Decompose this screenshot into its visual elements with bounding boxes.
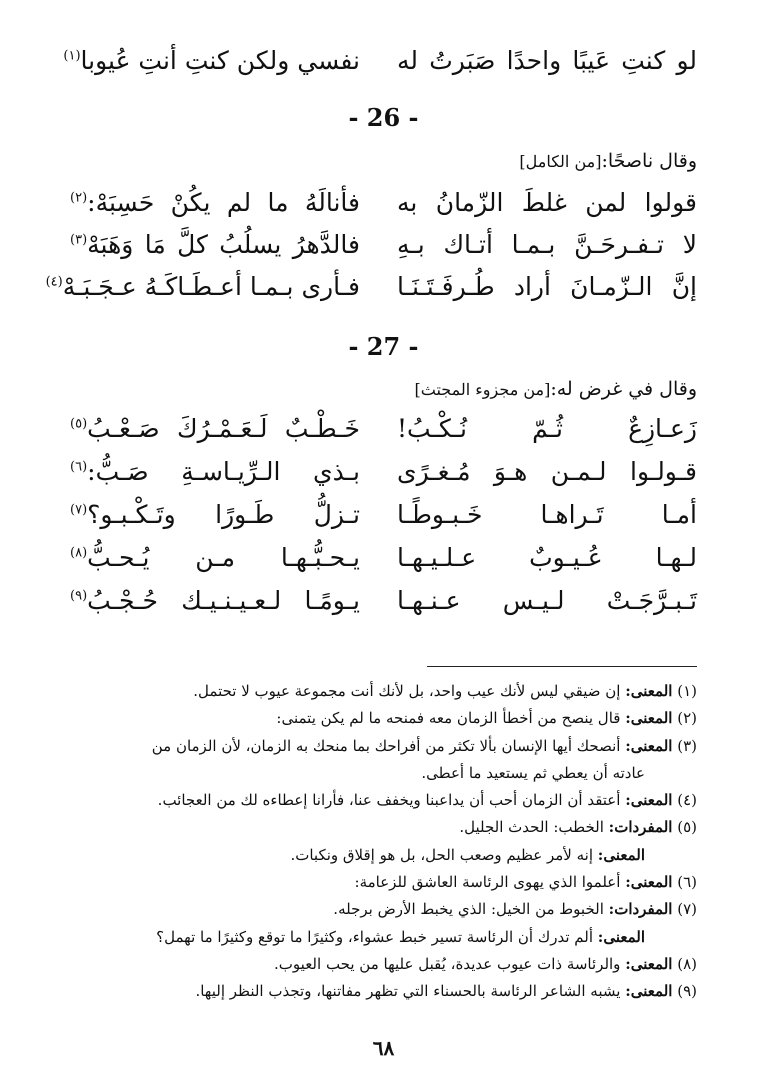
footnote-text: والرئاسة ذات عيوب عديدة، يُقبل عليها من يحب العيوب. [274, 954, 621, 973]
footnote-key: المفردات: [608, 818, 673, 837]
verse-first-hemistich: لو كنتِ عَيبًا واحدًا صَبَرتُ له [397, 45, 697, 75]
poem-intro [519, 150, 697, 172]
footnote-number: (٢) [677, 709, 697, 728]
poem-intro [415, 378, 697, 400]
verse-first-hemistich: لـهـا عُـيـوبٌ عـلـيـهـا [397, 542, 697, 572]
footnote-ref: (٤) [45, 274, 63, 290]
verse-line [70, 580, 697, 620]
footnote [67, 733, 697, 760]
footnotes [67, 678, 697, 1006]
verse-line [70, 451, 697, 491]
hemistich-text: نفسي ولكن كنتِ أنتِ عُيوبا [80, 45, 360, 75]
footnote-text: الخطب: الحدث الجليل. [459, 818, 604, 837]
footnote-ref: (٩) [70, 588, 88, 604]
hemistich-text: يـومًـا لـعـيـنـيـك حُـجْـبُ [87, 585, 360, 615]
footnote-key: المعنى: [625, 736, 673, 755]
footnote-text: ألم تدرك أن الرئاسة تسير خبط عشواء، وكثيرًا ما توقع وكثيرًا ما تهمل؟ [156, 927, 593, 946]
footnote-text: قال ينصح من أخطأ الزمان معه فمنحه ما لم يكن يتمنى: [276, 709, 621, 728]
footnote-subentry [67, 924, 697, 951]
verse-second-hemistich [70, 414, 360, 443]
footnote-ref: (٦) [70, 459, 88, 475]
footnote-key: المعنى: [625, 873, 673, 892]
hemistich-text: فأنالَهُ ما لم يكُنْ حَسِبَهْ: [87, 187, 360, 217]
footnote-key: المعنى: [597, 927, 645, 946]
verse-line [70, 182, 697, 222]
hemistich-text: بـذي الـرِّيـاسـةِ صَـبُّ: [87, 456, 360, 486]
footnote-key: المعنى: [597, 845, 645, 864]
verse-line [70, 494, 697, 534]
footnote-number: (١) [677, 682, 697, 700]
meter-label: [من الكامل] [519, 152, 602, 171]
verse-second-hemistich [70, 586, 360, 615]
verse-line [70, 408, 697, 448]
verse-first-hemistich: إنَّ الـزّمـانَ أراد طُـرفَـتَـنَـا [397, 271, 697, 301]
footnote-separator [427, 666, 697, 667]
footnote-number: (٧) [677, 900, 697, 919]
verse-second-hemistich [70, 500, 360, 529]
hemistich-text: فـأرى بـمـا أعـطَـاكَـهُ عـجَـبَـهْ [62, 271, 360, 301]
footnote-text: أعلموا الذي يهوى الرئاسة العاشق للزعامة: [354, 873, 621, 892]
footnote-number: (٣) [677, 736, 697, 755]
footnote [67, 896, 697, 923]
page-number: ٦٨ [372, 1036, 395, 1060]
footnote-key: المفردات: [608, 900, 673, 919]
footnote-key: المعنى: [625, 709, 673, 728]
footnote [67, 869, 697, 896]
footnote-subentry [67, 842, 697, 869]
footnote-number: (٤) [677, 791, 697, 810]
footnote [67, 787, 697, 814]
footnote-ref: (٧) [70, 502, 88, 518]
footnote-text: يشبه الشاعر الرئاسة بالحسناء التي تظهر مفاتنها، وتجذب النظر إليها. [195, 982, 621, 1001]
footnote [67, 951, 697, 978]
verse-second-hemistich [45, 271, 360, 301]
verse-second-hemistich [63, 45, 360, 75]
hemistich-text: يـحـبُّـهـا مـن يُـحـبُّ [87, 542, 360, 572]
footnote-number: (٩) [677, 982, 697, 1001]
footnote-ref: (٣) [70, 232, 88, 248]
footnote-text: أنصحك أيها الإنسان بألا تكثر من أفراحك بما منحك به الزمان، لأن الزمان من [151, 736, 621, 755]
hemistich-text: خَـطْـبٌ لَـعَـمْـرُكَ صَـعْـبُ [87, 413, 360, 443]
hemistich-text: فالدَّهرُ يسلُبُ كلَّ مَا وَهَبَهْ [87, 229, 360, 259]
footnote-number: (٨) [677, 954, 697, 973]
footnote [67, 814, 697, 841]
verse-line [45, 266, 697, 306]
footnote-key: المعنى: [625, 682, 673, 700]
footnote-number: (٦) [677, 873, 697, 892]
footnote-text: أعتقد أن الزمان أحب أن يداعبنا ويخفف عنا، فأرانا إعطاءه لك من العجائب. [157, 791, 621, 810]
verse-first-hemistich: تَـبـرَّجَـتْ لـيـس عـنـهـا [397, 585, 697, 615]
intro-text: وقال ناصحًا: [601, 150, 697, 172]
footnote-text: عادته أن يعطي ثم يستعيد ما أعطى. [421, 763, 645, 782]
verse-line [70, 224, 697, 264]
footnote-ref: (٨) [70, 545, 88, 561]
poem-number: - 27 - [348, 332, 419, 361]
verse-first-hemistich: قـولـوا لـمـن هـوَ مُـغـرًى [397, 456, 697, 486]
footnote-number: (٥) [677, 818, 697, 837]
verse-first-hemistich: لا تـفـرحَـنَّ بـمـا أتـاك بـهِ [397, 229, 697, 259]
footnote [67, 705, 697, 732]
verse-line [70, 537, 697, 577]
verse-second-hemistich [70, 543, 360, 572]
footnote-key: المعنى: [625, 954, 673, 973]
footnote [67, 978, 697, 1005]
footnote-continuation [67, 760, 697, 787]
intro-text: وقال في غرض له: [550, 378, 697, 400]
footnote-text: الخبوط من الخيل: الذي يخبط الأرض برجله. [333, 900, 604, 919]
footnote-text: إن ضيقي ليس لأنك عيب واحد، بل لأنك أنت مجموعة عيوب لا تحتمل. [193, 682, 621, 700]
verse-second-hemistich [70, 188, 360, 217]
footnote-key: المعنى: [625, 982, 673, 1001]
verse-second-hemistich [70, 457, 360, 486]
verse-second-hemistich [70, 230, 360, 259]
footnote-text: إنه لأمر عظيم وصعب الحل، بل هو إقلاق ونكبات. [290, 845, 593, 864]
footnote-ref: (٢) [70, 190, 88, 206]
footnote-ref: (١) [63, 48, 81, 64]
verse-line [63, 40, 697, 80]
footnote [67, 678, 697, 705]
poem-number: - 26 - [348, 103, 419, 132]
meter-label: [من مجزوء المجتث] [414, 380, 551, 399]
footnote-key: المعنى: [625, 791, 673, 810]
hemistich-text: تـزلُّ طَـورًا وتَـكْـبـو؟ [87, 499, 360, 529]
verse-first-hemistich: قولوا لمن غلطَ الزّمانُ به [397, 187, 697, 217]
verse-first-hemistich: أمـا تَـراهـا خَـبـوطًـا [397, 499, 697, 529]
footnote-ref: (٥) [70, 416, 88, 432]
verse-first-hemistich: زَعـازِعٌ ثُـمّ نُـكْـبُ! [397, 413, 697, 443]
